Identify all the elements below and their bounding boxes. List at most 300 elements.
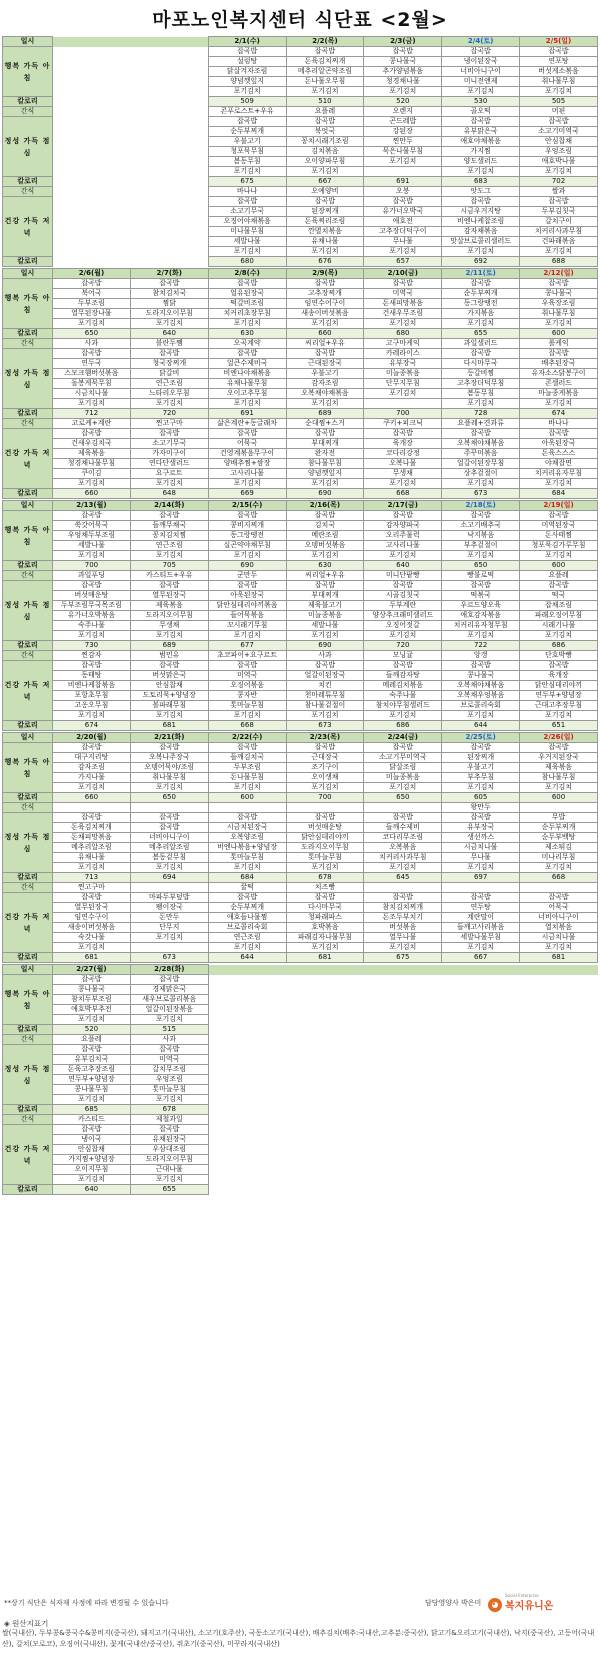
menu-item: 잡곡밥 (442, 893, 520, 903)
snack-item: 오붕 (364, 187, 442, 197)
snack-item: 카스티드+우유 (130, 571, 208, 581)
menu-item: 새우브로콜리볶음 (130, 995, 208, 1005)
menu-item (53, 167, 131, 177)
menu-item: 상추겉절이 (442, 469, 520, 479)
menu-item: 오이생채 (286, 773, 364, 783)
calorie-value: 678 (130, 1105, 208, 1115)
menu-item: 포기김치 (364, 157, 442, 167)
snack-item (208, 1035, 286, 1045)
menu-item: 동그랑땡전 (442, 299, 520, 309)
calorie-value: 673 (286, 721, 364, 731)
menu-item: 포기김치 (442, 399, 520, 409)
menu-item: 도토리묵+양념장 (130, 691, 208, 701)
menu-item: 고사리나물 (364, 541, 442, 551)
menu-item: 잡곡밥 (364, 511, 442, 521)
menu-item (364, 1045, 442, 1055)
menu-item: 잡곡밥 (442, 511, 520, 521)
calorie-value: 640 (364, 561, 442, 571)
menu-item: 가자미구이 (130, 449, 208, 459)
menu-item: 잡곡밥 (442, 581, 520, 591)
menu-item: 봄동무침 (208, 157, 286, 167)
menu-item: 포기김치 (130, 1095, 208, 1105)
logo-icon: ◕ (488, 1598, 502, 1612)
menu-item: 콩나물국 (53, 985, 131, 995)
snack-item: 고구마케익 (364, 339, 442, 349)
menu-item (53, 117, 131, 127)
snack-item: 사과 (286, 651, 364, 661)
menu-item: 야채잡면 (520, 459, 598, 469)
menu-item: 미역된장국 (520, 521, 598, 531)
menu-item: 메레김치볶음 (364, 681, 442, 691)
menu-item: 잡곡밥 (53, 581, 131, 591)
menu-item: 비엔나케찹볶음 (53, 681, 131, 691)
calorie-value: 675 (208, 177, 286, 187)
menu-item: 임연수구이 (53, 913, 131, 923)
menu-item: 치커리사과무침 (520, 227, 598, 237)
menu-item: 치커리사과무침 (364, 853, 442, 863)
menu-item: 포기김치 (53, 399, 131, 409)
menu-item: 너비아니구이 (442, 67, 520, 77)
date-cell: 2/7(화) (130, 269, 208, 279)
menu-item: 건새우무조림 (364, 309, 442, 319)
menu-item: 콩나물무침 (53, 1085, 131, 1095)
menu-item: 제육볶음 (520, 763, 598, 773)
menu-item: 새송이버섯볶음 (286, 309, 364, 319)
menu-item (130, 943, 208, 953)
menu-item: 소고기미역국 (520, 127, 598, 137)
calorie-value (208, 1185, 286, 1195)
menu-item: 얼큰수제비국 (208, 359, 286, 369)
menu-item: 콩나물국 (364, 57, 442, 67)
menu-item: 고추장더덕구이 (364, 227, 442, 237)
menu-item (286, 1125, 364, 1135)
menu-item: 돈사태찜 (520, 531, 598, 541)
menu-item: 곤드레밥 (364, 117, 442, 127)
menu-item (208, 1135, 286, 1145)
snack-item: 찐고구마 (130, 419, 208, 429)
menu-item: 잡곡밥 (364, 429, 442, 439)
calorie-value: 694 (130, 873, 208, 883)
calorie-value: 650 (364, 793, 442, 803)
menu-item: 돈새피망볶음 (364, 299, 442, 309)
menu-item: 포기김치 (53, 783, 131, 793)
menu-item: 순두부찌개 (208, 903, 286, 913)
menu-item (442, 1145, 520, 1155)
snack-label: 간식 (3, 651, 53, 661)
menu-item: 참나물겉절이 (286, 701, 364, 711)
menu-item: 시금치나물 (53, 389, 131, 399)
calorie-value (286, 1185, 364, 1195)
calorie-value: 644 (208, 953, 286, 963)
menu-item: 파래김자나물무침 (286, 933, 364, 943)
date-cell: 2/10(금) (364, 269, 442, 279)
menu-item (286, 1095, 364, 1105)
date-cell: 2/17(금) (364, 501, 442, 511)
calorie-label: 칼로리 (3, 641, 53, 651)
calorie-value: 650 (442, 561, 520, 571)
calorie-value: 650 (130, 793, 208, 803)
menu-item: 포기김치 (364, 863, 442, 873)
calorie-value: 689 (130, 641, 208, 651)
snack-item: 초코파이+요구르트 (208, 651, 286, 661)
snack-item (130, 883, 208, 893)
menu-item: 우삼대조림 (130, 1145, 208, 1155)
menu-item (364, 1145, 442, 1155)
menu-item: 육개장 (520, 671, 598, 681)
menu-item: 숙주나물 (53, 621, 131, 631)
menu-item: 포기김치 (442, 479, 520, 489)
menu-item: 잡곡밥 (53, 1045, 131, 1055)
menu-item: 포기김치 (286, 399, 364, 409)
menu-item: 파래오징어무침 (520, 611, 598, 621)
menu-item: 잡곡밥 (364, 661, 442, 671)
snack-item (442, 1035, 520, 1045)
calorie-label: 칼로리 (3, 409, 53, 419)
menu-item (520, 975, 598, 985)
menu-item: 포기김치 (286, 631, 364, 641)
calorie-label: 칼로리 (3, 561, 53, 571)
menu-item: 버섯매운탕 (53, 591, 131, 601)
snack-label: 간식 (3, 187, 53, 197)
snack-label: 간식 (3, 883, 53, 893)
menu-item (208, 1055, 286, 1065)
calorie-value: 684 (208, 873, 286, 883)
snack-item: 왕만두 (442, 803, 520, 813)
menu-item: 떡갈비조림 (208, 299, 286, 309)
calorie-value: 688 (520, 257, 598, 267)
calorie-value: 686 (520, 641, 598, 651)
menu-item: 브로콜리숙회 (442, 701, 520, 711)
calorie-value (520, 1025, 598, 1035)
calorie-value (53, 177, 131, 187)
menu-item: 무생채 (130, 621, 208, 631)
snack-item (286, 1035, 364, 1045)
snack-item (442, 883, 520, 893)
menu-item: 포기김치 (442, 247, 520, 257)
menu-item (130, 147, 208, 157)
menu-item (364, 1165, 442, 1175)
menu-item: 포기김치 (53, 943, 131, 953)
menu-item: 오이고추무침 (208, 389, 286, 399)
snack-item: 고로케+계란 (53, 419, 131, 429)
calorie-value: 505 (520, 97, 598, 107)
menu-item: 유채된장국 (130, 1135, 208, 1145)
menu-item: 단무지 (130, 923, 208, 933)
menu-item: 포기김치 (364, 87, 442, 97)
menu-item (286, 1085, 364, 1095)
menu-item: 포기김치 (130, 399, 208, 409)
menu-item: 미늘종볶음 (364, 773, 442, 783)
menu-item: 포기김치 (364, 247, 442, 257)
dietitian-name: 담당영양사 박은미 (425, 1599, 482, 1607)
menu-item: 포기김치 (53, 319, 131, 329)
menu-item: 포기김치 (53, 479, 131, 489)
menu-item: 찐만두 (364, 137, 442, 147)
snack-label: 간식 (3, 107, 53, 117)
menu-item: 오뎅어묵야/조림 (130, 763, 208, 773)
menu-item: 소고기배추국 (442, 521, 520, 531)
footer (0, 1593, 600, 1672)
menu-item (286, 1045, 364, 1055)
snack-item (53, 803, 131, 813)
menu-item: 순두부찌개 (520, 823, 598, 833)
menu-item: 감자채볶음 (442, 227, 520, 237)
breakfast-label: 행복 가득 아침 (3, 47, 53, 97)
menu-item (442, 1065, 520, 1075)
menu-item (53, 77, 131, 87)
menu-item: 잡곡밥 (53, 511, 131, 521)
origin-text: 쌀(국내산), 두부콩&콩국수&콩비지(중국산), 돼지고기(국내산), 소고기(호주산), 국동소고기(국내산), 배추김치(배추:국내산,고추분:중국산), 닭고기&오리고기(국내산), 낙지(중국산), 고등어(국내산), 갈치(모로코), 오징어(국내산), 꽃게(국내산/중국산), 쥐초기(중국산), 미꾸라지(국내산) (2, 1629, 595, 1648)
menu-item: 포기김치 (208, 943, 286, 953)
menu-item: 돈육고추장조림 (53, 1065, 131, 1075)
menu-item: 포기김치 (208, 863, 286, 873)
menu-item: 시금치나물 (520, 933, 598, 943)
menu-item: 봄동겉무침 (130, 853, 208, 863)
menu-item: 도라지오이무침 (130, 1155, 208, 1165)
menu-item: 고옹오무침 (53, 701, 131, 711)
menu-item: 오징어젓갈 (364, 621, 442, 631)
calorie-label: 칼로리 (3, 953, 53, 963)
menu-item: 포기김치 (442, 167, 520, 177)
snack-item: 카스티드 (53, 1115, 131, 1125)
menu-item (520, 1015, 598, 1025)
menu-item: 시골김칫국 (364, 591, 442, 601)
date-cell (520, 965, 598, 975)
menu-item: 포기김치 (520, 319, 598, 329)
menu-item: 얼유된장국 (208, 289, 286, 299)
menu-item: 연다단샐러드 (130, 459, 208, 469)
snack-item: 범민유 (130, 651, 208, 661)
calorie-value: 680 (364, 329, 442, 339)
calorie-value: 660 (53, 489, 131, 499)
menu-item: 시금치된장국 (208, 823, 286, 833)
menu-item: 무나물 (442, 853, 520, 863)
snack-item: 과일푸딩 (53, 571, 131, 581)
menu-item: 닭살조림 (364, 763, 442, 773)
menu-item: 마늘종게볶음 (520, 389, 598, 399)
menu-item: 취나물무침 (520, 77, 598, 87)
menu-item: 잡곡밥 (130, 1125, 208, 1135)
menu-item (286, 1015, 364, 1025)
menu-item: 아욱된장국 (208, 591, 286, 601)
date-cell (53, 37, 131, 47)
menu-item: 건영계볶음무구이 (208, 449, 286, 459)
menu-item (130, 207, 208, 217)
menu-item: 잡곡밥 (286, 581, 364, 591)
menu-item: 연두탕 (442, 903, 520, 913)
menu-item: 잡곡밥 (442, 743, 520, 753)
menu-item (130, 117, 208, 127)
menu-item: 포기김치 (130, 1015, 208, 1025)
snack-item: 오예양비 (286, 187, 364, 197)
menu-item: 잡곡밥 (208, 117, 286, 127)
menu-item: 청포묵김가루무침 (520, 541, 598, 551)
menu-item: 찜닭 (130, 299, 208, 309)
calorie-value (130, 257, 208, 267)
menu-item: 설렁탕 (208, 57, 286, 67)
calorie-value: 530 (442, 97, 520, 107)
menu-item: 유부김치국 (53, 1055, 131, 1065)
menu-item: 카레라이스 (364, 349, 442, 359)
menu-item: 스모크햄버섯볶음 (53, 369, 131, 379)
menu-item: 임연수어구이 (286, 299, 364, 309)
menu-item (208, 975, 286, 985)
menu-item: 잡곡밥 (364, 743, 442, 753)
calorie-value (53, 257, 131, 267)
menu-item: 잡곡밥 (364, 581, 442, 591)
menu-item: 숙주나물 (364, 691, 442, 701)
menu-item: 잡곡밥 (520, 893, 598, 903)
menu-item (53, 147, 131, 157)
menu-item: 연근조림 (208, 933, 286, 943)
calorie-value: 675 (364, 953, 442, 963)
menu-item (364, 995, 442, 1005)
snack-item: 쿠키+피크닉 (364, 419, 442, 429)
menu-item: 연두부+양념장 (53, 1075, 131, 1085)
menu-item: 포기김치 (208, 247, 286, 257)
menu-item (208, 995, 286, 1005)
menu-item (130, 237, 208, 247)
menu-item: 잡곡밥 (208, 893, 286, 903)
menu-item: 부대찌개 (286, 591, 364, 601)
menu-item: 잡곡밥 (286, 197, 364, 207)
menu-item: 참나물무침 (286, 459, 364, 469)
menu-item: 포기김치 (53, 551, 131, 561)
menu-item: 잡곡밥 (520, 661, 598, 671)
menu-item (130, 157, 208, 167)
menu-item: 잡곡밥 (130, 975, 208, 985)
menu-item: 조기구이 (286, 763, 364, 773)
menu-item: 포기김치 (208, 783, 286, 793)
menu-item: 대구지리탕 (53, 753, 131, 763)
menu-item: 닭안심데리야끼볶음 (208, 601, 286, 611)
menu-item: 잡곡밥 (442, 349, 520, 359)
snack-item: 군만두 (208, 571, 286, 581)
menu-item (364, 1155, 442, 1165)
menu-item: 팽이장국 (130, 903, 208, 913)
menu-item: 포기김치 (442, 943, 520, 953)
menu-item: 포기김치 (520, 631, 598, 641)
calorie-value: 645 (364, 873, 442, 883)
menu-item (130, 77, 208, 87)
menu-item: 포기김치 (442, 551, 520, 561)
menu-item (208, 1145, 286, 1155)
menu-item: 두부조림무국목조림 (53, 601, 131, 611)
menu-item (286, 985, 364, 995)
menu-item: 포기김치 (286, 247, 364, 257)
menu-item: 근대된장국 (286, 359, 364, 369)
menu-item: 잡곡밥 (208, 661, 286, 671)
menu-item (208, 1095, 286, 1105)
snack-item: 요플레 (286, 107, 364, 117)
menu-item: 우불고기 (442, 763, 520, 773)
menu-item: 동태탕 (53, 671, 131, 681)
menu-item: 단무지무침 (364, 379, 442, 389)
menu-item: 포기김치 (130, 783, 208, 793)
menu-item: 부추겉절이 (442, 541, 520, 551)
menu-item: 닭갈비 (130, 369, 208, 379)
date-cell: 2/6(월) (53, 269, 131, 279)
menu-item (130, 197, 208, 207)
menu-item (364, 1015, 442, 1025)
date-cell: 2/20(월) (53, 733, 131, 743)
menu-item (208, 1155, 286, 1165)
menu-item (442, 1095, 520, 1105)
menu-item: 오복나물 (364, 459, 442, 469)
menu-item: 버섯맑은국 (130, 671, 208, 681)
menu-item: 포기김치 (364, 711, 442, 721)
menu-item: 순두부찌개 (208, 127, 286, 137)
menu-item: 김치국 (286, 521, 364, 531)
date-cell: 2/3(금) (364, 37, 442, 47)
calorie-value: 720 (130, 409, 208, 419)
snack-item: 찐고구마 (53, 883, 131, 893)
menu-item: 돈나물오무침 (286, 77, 364, 87)
calorie-value: 674 (53, 721, 131, 731)
menu-item: 느타리오무침 (130, 389, 208, 399)
menu-item: 미니전앤제 (442, 77, 520, 87)
menu-item: 잡곡밥 (208, 429, 286, 439)
date-cell: 2/22(수) (208, 733, 286, 743)
date-cell (364, 965, 442, 975)
menu-item: 안심찹채 (53, 1145, 131, 1155)
menu-item: 잡곡밥 (442, 279, 520, 289)
menu-item: 닭살겨자조림 (208, 67, 286, 77)
calorie-value: 655 (130, 1185, 208, 1195)
menu-item: 제육볶음 (130, 601, 208, 611)
menu-item: 포기김치 (442, 87, 520, 97)
menu-item: 포기김치 (286, 87, 364, 97)
menu-item: 톳마늘무침 (286, 853, 364, 863)
snack-item: 바나나 (520, 419, 598, 429)
menu-item: 돈육스스스 (520, 449, 598, 459)
snack-item (130, 187, 208, 197)
menu-item: 시금우거지탕 (442, 207, 520, 217)
snack-item (364, 883, 442, 893)
menu-item: 비엔나야채볶음 (208, 369, 286, 379)
menu-item (442, 975, 520, 985)
date-cell: 2/27(월) (53, 965, 131, 975)
menu-item: 건새우김치국 (53, 439, 131, 449)
menu-item (208, 1175, 286, 1185)
menu-item: 오복채야채볶음 (442, 439, 520, 449)
menu-item: 묵은나물무침 (364, 147, 442, 157)
date-cell: 2/4(토) (442, 37, 520, 47)
menu-item: 쑥갓어묵국 (53, 521, 131, 531)
menu-table (2, 36, 598, 1195)
menu-item: 포기김치 (364, 551, 442, 561)
date-cell: 2/14(화) (130, 501, 208, 511)
menu-item: 애호야채볶음 (442, 137, 520, 147)
calorie-label: 칼로리 (3, 1185, 53, 1195)
date-cell: 2/25(토) (442, 733, 520, 743)
menu-item: 콩나물국 (520, 289, 598, 299)
calorie-value: 648 (130, 489, 208, 499)
menu-item: 유부맑은국 (442, 127, 520, 137)
menu-item (442, 1155, 520, 1165)
menu-item: 포기김치 (520, 943, 598, 953)
menu-item: 세발나물 (53, 541, 131, 551)
menu-item: 열무나물 (364, 933, 442, 943)
menu-item: 포기김치 (53, 1095, 131, 1105)
menu-item (442, 1135, 520, 1145)
date-label: 일시 (3, 37, 53, 47)
menu-item (208, 1045, 286, 1055)
calorie-value: 660 (286, 329, 364, 339)
snack-item: 제철과일 (130, 1115, 208, 1125)
snack-item: 앗도그 (442, 187, 520, 197)
menu-item (286, 975, 364, 985)
